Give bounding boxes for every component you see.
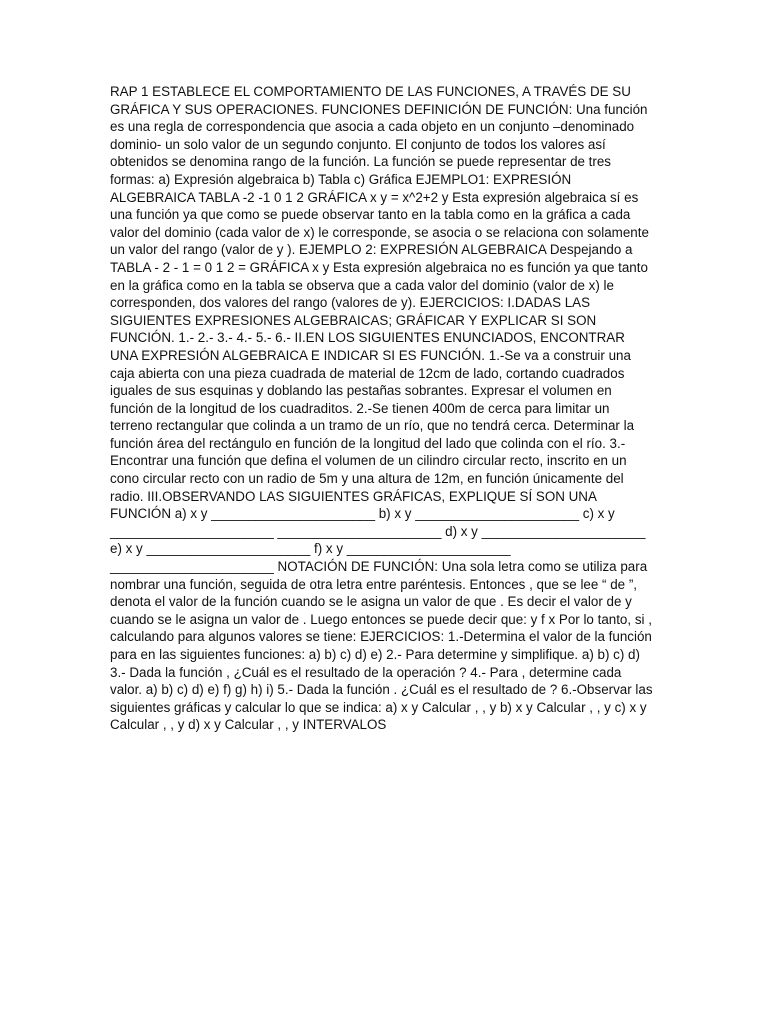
document-body-text: RAP 1 ESTABLECE EL COMPORTAMIENTO DE LAS FUNCIONES, A TRAVÉS DE SU GRÁFICA Y SUS OPERACIONES. FUNCIONES DEFINICIÓN DE FUNCIÓN: Una función es una regla de correspondencia que asocia a cada objeto en un conjunto –denominado dominio- un solo valor de un segundo conjunto. El conjunto de todos los valores así obtenidos se denomina rango de la función. La función se puede representar de tres formas: a) Expresión algebraica b) Tabla c) Gráfica EJEMPLO1: EXPRESIÓN ALGEBRAICA TABLA -2 -1 0 1 2 GRÁFICA x y = x^2+2 y Esta expresión algebraica sí es una función ya que como se puede observar tanto en la tabla como en la gráfica a cada valor del dominio (cada valor de x) le corresponde, se asocia o se relaciona con solamente un valor del rango (valor de y ). EJEMPLO 2: EXPRESIÓN ALGEBRAICA Despejando a TABLA - 2 - 1 = 0 1 2 = GRÁFICA x y Esta expresión algebraica no es función ya que tanto en la gráfica como en la tabla se observa que a cada valor del dominio (valor de x) le corresponden, dos valores del rango (valores de y). EJERCICIOS: I.DADAS LAS SIGUIENTES EXPRESIONES ALGEBRAICAS; GRÁFICAR Y EXPLICAR SI SON FUNCIÓN. 1.- 2.- 3.- 4.- 5.- 6.- II.EN LOS SIGUIENTES ENUNCIADOS, ENCONTRAR UNA EXPRESIÓN ALGEBRAICA E INDICAR SI ES FUNCIÓN. 1.-Se va a construir una caja abierta con una pieza cuadrada de material de 12cm de lado, cortando cuadrados iguales de sus esquinas y doblando las pestañas sobrantes. Expresar el volumen en función de la longitud de los cuadraditos. 2.-Se tienen 400m de cerca para limitar un terreno rectangular que colinda a un tramo de un río, que no tendrá cerca. Determinar la función área del rectángulo en función de la longitud del lado que colinda con el río. 3.-Encontrar una función que defina el volumen de un cilindro circular recto, inscrito en un cono circular recto con un radio de 5m y una altura de 12m, en función únicamente del radio. III.OBSERVANDO LAS SIGUIENTES GRÁFICAS, EXPLIQUE SÍ SON UNA FUNCIÓN a) x y ______________________ b) x y ______________________ c) x y ______________________ ______________________ d) x y ______________________ e) x y ______________________ f) x y ______________________ ______________________ NOTACIÓN DE FUNCIÓN: Una sola letra como se utiliza para nombrar una función, seguida de otra letra entre paréntesis. Entonces , que se lee “ de ”, denota el valor de la función cuando se le asigna un valor de que . Es decir el valor de y cuando se le asigna un valor de . Luego entonces se puede decir que: y f x Por lo tanto, si , calculando para algunos valores se tiene: EJERCICIOS: 1.-Determina el valor de la función para en las siguientes funciones: a) b) c) d) e) 2.- Para determine y simplifique. a) b) c) d) 3.- Dada la función , ¿Cuál es el resultado de la operación ? 4.- Para , determine cada valor. a) b) c) d) e) f) g) h) i) 5.- Dada la función . ¿Cuál es el resultado de ? 6.-Observar las siguientes gráficas y calcular lo que se indica: a) x y Calcular , , y b) x y Calcular , , y c) x y Calcular , , y d) x y Calcular , , y INTERVALOS bbox=[110, 84, 653, 733]
